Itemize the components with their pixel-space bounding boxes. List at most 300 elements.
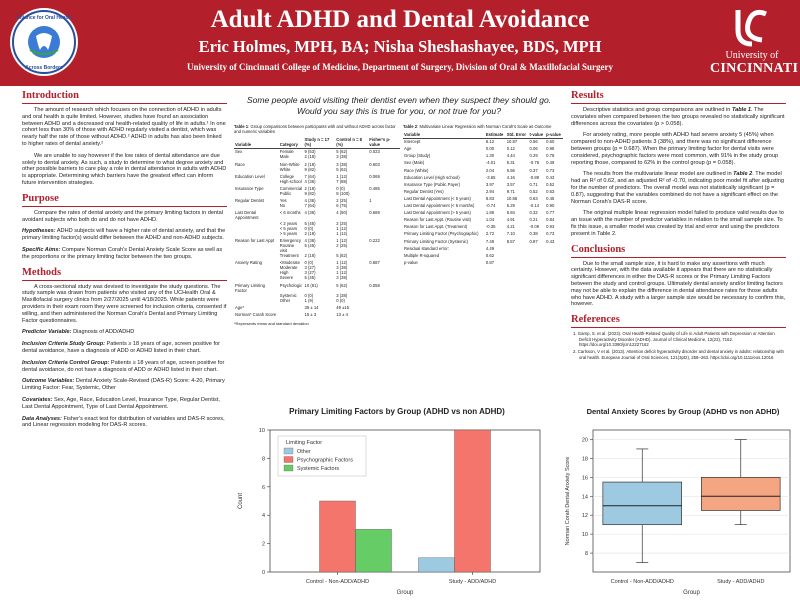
- table-row: [403, 201, 563, 208]
- table-2-cell: 0.06: [529, 146, 538, 152]
- table-row: [234, 303, 400, 310]
- uc-logo-mark: [732, 6, 772, 50]
- table-2-cell: 4.21: [506, 224, 515, 230]
- right-column: [571, 90, 786, 366]
- table-2-header-cell: t-value: [529, 132, 546, 139]
- table-1-cell: 0 (0): [304, 260, 314, 266]
- specific-aims-paragraph: Specific Aims: Compare Norman Corah's Dental Anxiety Scale Score as well as the proportions or the primary limiting factor between the two groups.: [22, 246, 223, 260]
- table-2-cell: -0.74: [485, 203, 496, 209]
- table-1-cell: Moderate: [279, 265, 298, 271]
- table-row: [403, 144, 563, 151]
- table-2-cell: 1.86: [485, 210, 495, 216]
- table-2-cell: 4.44: [506, 153, 515, 159]
- table-1-cell: 5 (62): [336, 149, 348, 155]
- table-2-cell: 0.93: [546, 224, 555, 230]
- table-2-cell: Reason for Last Appt. (Treatment): [404, 224, 468, 230]
- table-2-cell: 0.62: [485, 252, 495, 258]
- methods-section: [22, 267, 227, 430]
- table-2-cell: 5.84: [506, 210, 515, 216]
- section-divider: [571, 103, 786, 104]
- table-2-cell: Last Dental Appointment (< 5 years): [404, 195, 471, 201]
- table-2-cell: [545, 251, 563, 258]
- table-2-cell: 0.49: [546, 160, 555, 166]
- table-1-cell: Regular Dentist: [235, 198, 264, 204]
- uc-logo-line1: University of: [725, 50, 779, 61]
- left-column: [22, 90, 227, 435]
- table-2-cell: 0.73: [546, 231, 555, 237]
- bar: [356, 529, 392, 572]
- table-1-cell: 2 (18): [304, 154, 316, 160]
- table-row: [234, 236, 400, 243]
- table-1-cell: < 6 months: [279, 210, 301, 216]
- conclusions-section: [571, 244, 786, 309]
- reference-item: 1. Gamp, S. et al. (2023). Oral Health-Related Quality of Life in Adult Patients with Depression or Attention Deficit Hyperactivity Disorder (ADHD). Journal of Clinical Medicine, 12(22), 7162. https://doi.org/10.3390/jcm12227162: [573, 331, 775, 347]
- references-section: [571, 314, 786, 360]
- table-1-cell: 1: [369, 198, 372, 204]
- bar: [419, 558, 455, 572]
- table-1-cell: 0 (0): [336, 297, 345, 303]
- table-2-cell: -4.01: [485, 160, 496, 166]
- table-1-cell: 5 (62): [336, 166, 348, 172]
- table-2-cell: 0.73: [546, 167, 555, 173]
- table-2-cell: 0.60: [546, 139, 555, 145]
- table-row: [234, 184, 400, 191]
- legend-swatch: [284, 457, 293, 463]
- table-row: [403, 237, 563, 244]
- x-tick-label: Study - ADD/ADHD: [448, 579, 497, 585]
- results-paragraph-1: Descriptive statistics and group comparisons are outlined in Table 1. The covariates when compared between the two groups revealed no statistically significant differences across the covariates (p > 0.058).: [571, 107, 785, 127]
- table-row: [403, 258, 563, 265]
- table-2-cell: -0.35: [485, 224, 496, 230]
- table-row: [234, 243, 400, 253]
- outcome-variables: Outcome Variables: Dental Anxiety Scale-Revised (DAS-R) Score: 4-20, Primary Limiting Factor: Fear, Systemic, Other: [22, 378, 225, 392]
- table-1-grid: [234, 137, 400, 317]
- reference-item: 2. Carlsson, V et al. (2013). Attention deficit hyperactivity disorder and dental anxiety in adults: relationship with oral health. European Journal of Oral Sciences, 121(3pt2), 258–263. https://doi.org/10.1111/eos.12016: [573, 349, 784, 360]
- table-1-cell: 7 (64): [304, 203, 316, 209]
- table-1-cell: Anxiety Rating: [235, 260, 262, 266]
- table-1: [234, 124, 400, 326]
- table-1-cell: [279, 310, 304, 317]
- inclusion-study-group: Inclusion Criteria Study Group: Patients ≥ 18 years of age, screen positive for dental avoidance, have a diagnosis of ADD or ADHD listed in their chart.: [22, 341, 220, 354]
- table-2-cell: 0.63: [529, 195, 538, 201]
- y-tick-label: 18: [581, 456, 588, 463]
- y-axis-label: Norman Corah Dental Anxiety Score: [565, 456, 571, 546]
- table-1-cell: 9 (53): [304, 149, 316, 155]
- table-2-cell: 5.31: [506, 160, 515, 166]
- table-1-cell: Severe: [279, 275, 294, 281]
- table-1-cell: White: [279, 166, 291, 172]
- table-1-cell: No: [279, 203, 286, 209]
- table-1-cell: [368, 310, 400, 317]
- table-2-cell: -0.14: [529, 203, 540, 209]
- table-1-cell: 35 ± 14: [304, 304, 319, 310]
- table-1-cell: Education Level: [235, 173, 265, 179]
- table-1-cell: 3 (38): [336, 265, 348, 271]
- table-2-cell: Age: [404, 146, 412, 152]
- table-2-cell: 0.45: [546, 195, 555, 201]
- table-1-cell: 3 (38): [336, 161, 348, 167]
- table-2-cell: 0.84: [546, 217, 555, 223]
- table-row: [234, 281, 400, 293]
- table-2-cell: 0.78: [546, 153, 555, 159]
- data-analyses: Data Analyses: Fisher's exact test for distribution of variables and DAS-R scores, and Linear regression modeling for DAS-R scores.: [22, 415, 225, 429]
- table-2-cell: 0.37: [529, 167, 538, 173]
- section-divider: [571, 257, 786, 258]
- tooth-globe-logo: [8, 6, 80, 78]
- table-1-cell: 4 (36): [304, 198, 316, 204]
- table-1-cell: Norman* Corah Score: [235, 312, 277, 317]
- purpose-section: [22, 193, 227, 261]
- table-2-cell: Residual standard error:: [404, 245, 449, 251]
- table-1-cell: 4 (36): [304, 178, 316, 184]
- table-1-cell: Emergency: [279, 237, 301, 243]
- table-1-cell: 3 (38): [336, 275, 348, 281]
- conclusions-heading: Conclusions: [571, 243, 626, 255]
- table-1-cell: 5 (62): [336, 253, 348, 259]
- table-1-cell: 10 (91): [304, 282, 318, 288]
- methods-paragraph: A cross-sectional study was devised to investigate the study questions. The study sample was drawn from patients who visited any of the UCHealth Oral & Maxillofacial surgery clinics from 2/27/2025 until 4/18/2025. While patients were providers in their exam room they were screened for inclusion criteria, consented if willing, and then administered the Norman Corah's Dental and Primary Limiting Factor questionnaires.: [22, 283, 227, 324]
- conclusions-paragraph: Due to the small sample size, it is hard to make any assertions with much certainty. However, with the data available it appears that there are no statistically significant differences in either the DAS-R scores or the Primary Limiting Factors between the study and control groups. Ultimately dental anxiety and/or limiting factors may not be able to explain the difference in dental attendance rates for those adults who have ADHD. A study with a larger sample size would be necessary to confirm this, however.: [571, 260, 786, 308]
- table-2-cell: 0.12: [506, 146, 515, 152]
- table-1-caption: Table 1: Group comparisons between participants with and without ADHD across factor and numeric variables: [234, 124, 396, 135]
- table-row: [403, 187, 563, 194]
- table-1-cell: 15 ± 3: [304, 312, 317, 317]
- table-1-cell: 3 (27): [304, 270, 316, 276]
- legend-entry: Systemic Factors: [297, 466, 340, 472]
- table-row: [234, 258, 400, 265]
- y-tick-label: 8: [261, 456, 265, 463]
- table-1-cell: 3 (38): [336, 292, 348, 298]
- table-1-header-cell: Variable: [234, 137, 279, 149]
- table-1-cell: 0 (0): [304, 292, 314, 298]
- table-row: [234, 310, 400, 317]
- table-1-cell: Commercial: [279, 185, 303, 191]
- introduction-heading: Introduction: [22, 90, 79, 101]
- table-1-cell: 2 (18): [304, 161, 316, 167]
- intro-paragraph-1: The amount of research which focuses on the connection of ADHD in adults and oral health is quite limited. However, studies have found an association between ADHD and a decreased oral health-related quality of life in adults.¹ In one cohort less than 30% of those with ADHD regularly visited a dentist, which was nearly half the rate of those without ADHD.² ADHD in adults has also been linked to higher rates of dental anxiety.²: [22, 107, 226, 147]
- svg-text:Alliance for Oral Health: Alliance for Oral Health: [16, 15, 72, 21]
- table-2-cell: 0.00: [485, 146, 495, 152]
- poster-affiliation: University of Cincinnati College of Medicine, Department of Surgery, Division of Oral & Maxillofacial Surgery: [187, 62, 613, 72]
- table-row: [403, 222, 563, 229]
- table-2-cell: -3.65: [485, 174, 496, 180]
- table-row: [403, 166, 563, 173]
- table-1-cell: < 5 years: [279, 225, 298, 231]
- table-1-cell: 7 (64): [304, 173, 316, 179]
- table-1-cell: 5 (45): [304, 275, 316, 281]
- table-2-cell: 5.29: [506, 203, 515, 209]
- table-1-cell: 2 (25): [336, 198, 348, 204]
- table-2-cell: Primary Limiting Factor (Psychographic): [404, 231, 479, 237]
- table-2-cell: 3.57: [506, 181, 515, 187]
- table-2-cell: -0.89: [529, 174, 540, 180]
- table-1-cell: 1 (9): [304, 297, 314, 303]
- table-2-cell: 4.49: [485, 245, 495, 251]
- table-1-cell: 5 (45): [304, 242, 316, 248]
- table-2-cell: 10.87: [506, 139, 518, 145]
- table-2-cell: 1.04: [485, 217, 495, 223]
- table-2-cell: [529, 251, 546, 258]
- table-1-cell: 0.069: [369, 173, 380, 179]
- table-row: [403, 229, 563, 236]
- table-1-cell: Female: [279, 149, 294, 155]
- table-2-cell: 2.04: [485, 167, 495, 173]
- svg-text:Across Borders: Across Borders: [25, 65, 63, 71]
- table-2-cell: 4.91: [506, 217, 515, 223]
- table-1-cell: Routine visit: [279, 242, 295, 253]
- table-2-cell: Group (Study): [404, 153, 431, 159]
- table-2-cell: 0.71: [529, 181, 538, 187]
- table-1-cell: Systemic: [279, 292, 297, 298]
- table-2-cell: -0.09: [529, 224, 540, 230]
- table-2-cell: Last Dental Appointment (> 5 years): [404, 210, 471, 216]
- table-1-cell: 1 (12): [336, 237, 348, 243]
- limiting-factors-bar-chart: [222, 400, 552, 600]
- table-2-cell: 0.87: [529, 238, 538, 244]
- table-1-cell: 1 (12): [336, 225, 348, 231]
- table-2-cell: Intercept: [404, 139, 421, 145]
- y-tick-label: 2: [261, 541, 265, 548]
- table-1-cell: 9 (82): [304, 166, 316, 172]
- y-tick-label: 10: [258, 428, 265, 434]
- table-2-cell: [529, 244, 546, 251]
- table-1-cell: 1 (12): [336, 270, 348, 276]
- table-2-cell: Multiple R-squared: [404, 252, 440, 258]
- table-2-cell: 10.86: [506, 195, 518, 201]
- table-1-cell: 1 (12): [336, 260, 348, 266]
- x-axis-label: Group: [683, 590, 700, 596]
- table-2-cell: p-value: [404, 259, 418, 265]
- table-1-cell: 2 (25): [336, 242, 348, 248]
- table-row: [234, 208, 400, 220]
- table-2-cell: 3.97: [485, 181, 495, 187]
- table-1-cell: 0.023: [369, 149, 380, 155]
- section-divider: [22, 103, 227, 104]
- table-row: [403, 251, 563, 258]
- table-1-cell: 6 (75): [336, 203, 348, 209]
- table-1-cell: 49 ±15: [336, 304, 350, 310]
- table-row: [234, 160, 400, 167]
- table-row: [403, 194, 563, 201]
- y-tick-label: 6: [261, 484, 265, 491]
- y-tick-label: 16: [581, 475, 588, 482]
- table-2-header-cell: Estimate: [485, 132, 506, 139]
- table-1-cell: Race: [235, 161, 245, 167]
- y-tick-label: 8: [584, 551, 588, 558]
- table-2-cell: -0.76: [529, 160, 540, 166]
- table-1-cell: > 5 years: [279, 230, 298, 236]
- chart-title: Dental Anxiety Scores by Group (ADHD vs non ADHD): [586, 407, 780, 416]
- section-divider: [22, 206, 227, 207]
- table-1-cell: 4 (36): [304, 237, 316, 243]
- table-1-header-cell: Study n = 17 (%): [304, 137, 336, 149]
- table-1-cell: 4 (36): [304, 210, 316, 216]
- table-2-cell: 7.49: [485, 238, 495, 244]
- table-2-cell: Regular Dentist (Yes): [404, 188, 444, 194]
- y-tick-label: 4: [261, 513, 265, 520]
- table-2-header-cell: Std. Error: [506, 132, 529, 139]
- table-1-cell: 7 (88): [336, 178, 348, 184]
- table-2-cell: 0.52: [546, 181, 555, 187]
- table-2-cell: [529, 258, 546, 265]
- table-2-cell: 0.77: [546, 210, 555, 216]
- table-1-cell: 2 (18): [304, 230, 316, 236]
- table-1-cell: <Moderate: [279, 260, 300, 266]
- table-2-cell: [506, 251, 529, 258]
- table-2-cell: Last Dental Appointment (< 6 months): [404, 203, 475, 209]
- table-1-cell: 2 (25): [336, 220, 348, 226]
- table-2-cell: Primary Limiting Factor (Systemic): [404, 238, 468, 244]
- uc-logo-line2: CINCINNATI: [710, 61, 799, 76]
- table-1-cell: 3 (27): [304, 265, 316, 271]
- table-1-cell: 13 ± 4: [336, 312, 348, 317]
- table-2-cell: [506, 244, 529, 251]
- table-row: [403, 215, 563, 222]
- table-1-cell: 8 (100): [336, 191, 350, 197]
- table-2-cell: 8.83: [485, 195, 495, 201]
- bar: [455, 430, 491, 572]
- table-2-cell: [506, 258, 529, 265]
- table-2-cell: 0.21: [529, 217, 538, 223]
- covariates: Covariates: Sex, Age, Race, Education Level, Insurance Type, Regular Dentist, Last Dental Appointment, Type of Last Dental Appointment.: [22, 396, 220, 410]
- table-2-cell: Education Level (High school): [404, 174, 460, 180]
- table-1-cell: 3 (38): [336, 154, 348, 160]
- table-1-cell: 0.058: [369, 282, 380, 288]
- table-1-cell: 2 (18): [304, 253, 316, 259]
- table-1-cell: Public: [279, 191, 292, 197]
- table-2-cell: 0.87: [485, 259, 495, 265]
- table-1-cell: Primary Limiting Factor: [235, 282, 266, 293]
- table-1-cell: < 2 years: [279, 220, 298, 226]
- table-2-cell: 0.32: [529, 210, 538, 216]
- results-heading: Results: [571, 90, 604, 101]
- table-1-cell: Last Dental Appointment: [235, 210, 259, 221]
- table-2-cell: 5.56: [506, 167, 515, 173]
- y-tick-label: 10: [581, 532, 588, 539]
- table-1-cell: Reason for Last Appt: [235, 237, 275, 243]
- table-2-grid: [403, 132, 563, 265]
- table-2-cell: 0.96: [546, 146, 555, 152]
- table-2-cell: 9.71: [506, 188, 515, 194]
- table-2-cell: 0.29: [529, 153, 538, 159]
- table-1-cell: 0.222: [369, 237, 380, 243]
- legend-entry: Other: [297, 449, 311, 455]
- x-tick-label: Study - ADD/ADHD: [717, 579, 765, 585]
- table-1-cell: 2 (18): [304, 185, 316, 191]
- table-1-cell: 0.687: [369, 260, 380, 266]
- table-1-cell: 9 (82): [304, 191, 316, 197]
- table-2-cell: 7.10: [506, 231, 515, 237]
- anxiety-scores-box-plot: [555, 400, 800, 600]
- x-tick-label: Control - Non-ADD/ADHD: [305, 579, 370, 585]
- table-1-cell: Sex: [235, 149, 243, 155]
- table-1-cell: 0.485: [369, 185, 380, 191]
- purpose-paragraph: Compare the rates of dental anxiety and the primary limiting factors in dental avoidant subjects who both do and do not have ADHD.: [22, 209, 224, 223]
- table-2-header-cell: Variable: [403, 132, 485, 139]
- table-2-cell: 0.56: [529, 139, 538, 145]
- table-1-cell: Age*: [235, 304, 245, 310]
- y-tick-label: 14: [581, 494, 588, 501]
- table-1-cell: 5 (62): [336, 282, 348, 288]
- box: [603, 482, 682, 525]
- legend-swatch: [284, 465, 293, 471]
- table-2-cell: 0.63: [546, 188, 555, 194]
- methods-heading: Methods: [22, 266, 62, 278]
- table-1-cell: 1 (12): [336, 173, 348, 179]
- table-row: [234, 196, 400, 203]
- table-1-cell: 0 (0): [304, 225, 314, 231]
- table-1-header-cell: Fisher's p-value: [368, 137, 400, 149]
- table-2-cell: 8.57: [506, 238, 515, 244]
- table-1-cell: High school: [279, 178, 302, 184]
- table-2-cell: [545, 244, 563, 251]
- x-tick-label: Control - Non-ADD/ADHD: [610, 579, 674, 585]
- table-1-cell: [234, 243, 279, 253]
- table-1-cell: 0.669: [369, 210, 380, 216]
- results-paragraph-4: The original multiple linear regression model failed to produce valid results due to an issue with the number of predictor variables in relation to the small sample size. To fix this issue, a smaller model was created by trial and error and using the predictors present in Table 2.: [571, 210, 784, 237]
- table-1-cell: [368, 303, 400, 310]
- table-2-header-cell: p-value: [545, 132, 563, 139]
- table-2-cell: 0.43: [546, 238, 555, 244]
- y-tick-label: 0: [261, 570, 265, 576]
- table-1-cell: College: [279, 173, 294, 179]
- poster-header: [0, 0, 800, 86]
- table-1-cell: Insurance Type: [235, 185, 264, 191]
- table-2-cell: 4.16: [506, 174, 515, 180]
- uc-logo: [710, 6, 799, 82]
- y-tick-label: 20: [581, 437, 588, 444]
- table-1-cell: Other: [279, 297, 291, 303]
- table-2-cell: Sex (Male): [404, 160, 425, 166]
- table-1-cell: Non-White: [279, 161, 300, 167]
- table-row: [234, 172, 400, 179]
- table-row: [403, 180, 563, 187]
- results-paragraph-3: The results from the multivariate linear model are outlined in Table 2. The model had an R² of 0.62, and an adjusted R² of -0.70, indicating poor model fit after adjusting for the number of predictors. The overall model was not statistically significant (p = 0.87), suggesting that the variables combined do not have a significant effect on the Norman Corah's DAS-R score.: [571, 171, 785, 205]
- table-1-cell: 5 (45): [304, 220, 316, 226]
- table-2-cell: Insurance Type (Public Payer): [404, 181, 461, 187]
- poster-authors: Eric Holmes, MPH, BA; Nisha Sheshashayee, BDS, MPH: [198, 37, 602, 56]
- table-1-cell: [368, 243, 400, 253]
- legend-swatch: [284, 448, 293, 454]
- poster-title: Adult ADHD and Dental Avoidance: [210, 6, 590, 33]
- results-section: [571, 90, 786, 238]
- table-2: [403, 124, 563, 265]
- legend-entry: Psychographic Factors: [297, 457, 353, 464]
- y-tick-label: 12: [581, 513, 588, 520]
- predictor-variable: Predictor Variable: Diagnosis of ADD/ADHD: [22, 329, 135, 336]
- table-1-cell: 0 (0): [336, 185, 345, 191]
- table-2-cell: 2.94: [485, 188, 495, 194]
- table-2-cell: Reason for Last Appt. (Routine visit): [404, 217, 472, 223]
- table-1-footnote: *Represents mean and standard deviation: [234, 321, 309, 327]
- purpose-heading: Purpose: [22, 192, 59, 204]
- results-paragraph-2: For anxiety rating, more people with ADHD had severe anxiety 5 (45%) when compared to non-ADHD patients 3 (38%), and there was no significant difference between groups (p = 0.687). When the primary limiting factor for dental visits were considered, psychographic factors were most common, with 91% in the study group reporting those, compared to 62% in the control group (p = 0.058).: [571, 132, 779, 166]
- table-1-header-cell: Category: [279, 137, 304, 149]
- y-axis-label: Count: [238, 492, 244, 510]
- x-axis-label: Group: [396, 590, 414, 596]
- table-2-cell: 2.72: [485, 231, 495, 237]
- references-heading: References: [571, 314, 620, 326]
- hypotheses-paragraph: Hypotheses: ADHD subjects will have a higher rate of dental anxiety, and that the primary limiting factor(s) would differ between the ADHD and non-ADHD subjects.: [22, 228, 226, 242]
- table-2-cell: 1.30: [485, 153, 495, 159]
- table-row: [403, 158, 563, 165]
- table-1-cell: 4 (50): [336, 210, 348, 216]
- table-2-cell: 0.90: [546, 203, 555, 209]
- bar: [320, 501, 356, 572]
- table-1-header-cell: Control n = 8 (%): [335, 137, 368, 149]
- table-row: [403, 208, 563, 215]
- section-divider: [22, 280, 227, 281]
